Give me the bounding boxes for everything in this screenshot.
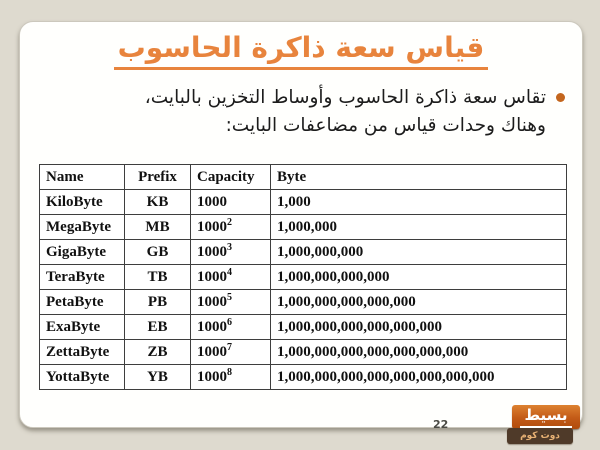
cell-prefix: YB xyxy=(125,365,191,390)
units-table-body xyxy=(40,190,567,390)
cell-name: ExaByte xyxy=(40,315,125,340)
cell-capacity: 1000$^7$ xyxy=(191,340,271,365)
cell-prefix: GB xyxy=(125,240,191,265)
cell-capacity: 1000$^8$ xyxy=(191,365,271,390)
capacity-exponent: 7 xyxy=(227,341,232,353)
logo-main-box xyxy=(512,405,580,429)
capacity-exponent: 5 xyxy=(227,291,232,303)
page-title-text: قياس سعة ذاكرة الحاسوب xyxy=(114,31,489,70)
column-header-name: Name xyxy=(40,165,125,190)
cell-name: GigaByte xyxy=(40,240,125,265)
column-header-byte: Byte xyxy=(271,165,567,190)
capacity-exponent: 8 xyxy=(227,366,232,378)
cell-name: MegaByte xyxy=(40,215,125,240)
cell-byte: 1,000,000 xyxy=(271,215,567,240)
cell-name: TeraByte xyxy=(40,265,125,290)
cell-prefix: TB xyxy=(125,265,191,290)
cell-name: YottaByte xyxy=(40,365,125,390)
table-row xyxy=(40,240,567,265)
table-row xyxy=(40,265,567,290)
bullet-icon xyxy=(556,93,565,102)
cell-byte: 1,000 xyxy=(271,190,567,215)
logo-sub-box xyxy=(507,428,573,444)
table-row xyxy=(40,190,567,215)
table-header-row xyxy=(40,165,567,190)
cell-byte: 1,000,000,000,000 xyxy=(271,265,567,290)
column-header-capacity: Capacity xyxy=(191,165,271,190)
cell-prefix: KB xyxy=(125,190,191,215)
capacity-exponent: 6 xyxy=(227,316,232,328)
byte-units-table xyxy=(39,164,567,390)
cell-name: ZettaByte xyxy=(40,340,125,365)
page-number: 22 xyxy=(433,418,449,431)
table-row xyxy=(40,365,567,390)
capacity-exponent: 3 xyxy=(227,241,232,253)
cell-capacity: 1000$^6$ xyxy=(191,315,271,340)
table-row xyxy=(40,340,567,365)
cell-byte: 1,000,000,000,000,000,000,000,000 xyxy=(271,365,567,390)
cell-prefix: EB xyxy=(125,315,191,340)
cell-prefix: MB xyxy=(125,215,191,240)
cell-prefix: PB xyxy=(125,290,191,315)
bullet-paragraph xyxy=(54,84,546,140)
cell-capacity: 1000$^3$ xyxy=(191,240,271,265)
cell-name: KiloByte xyxy=(40,190,125,215)
cell-byte: 1,000,000,000 xyxy=(271,240,567,265)
bullet-line-1: تقاس سعة ذاكرة الحاسوب وأوساط التخزين بالبايت، xyxy=(144,87,546,108)
table-row xyxy=(40,215,567,240)
cell-name: PetaByte xyxy=(40,290,125,315)
cell-byte: 1,000,000,000,000,000,000 xyxy=(271,315,567,340)
cell-capacity: 1000$^4$ xyxy=(191,265,271,290)
table-row xyxy=(40,315,567,340)
logo-sub-text: دوت كوم xyxy=(520,431,560,441)
cell-capacity: 1000$^5$ xyxy=(191,290,271,315)
capacity-exponent: 4 xyxy=(227,266,232,278)
cell-byte: 1,000,000,000,000,000 xyxy=(271,290,567,315)
cell-capacity: 1000$^2$ xyxy=(191,215,271,240)
capacity-exponent: 2 xyxy=(227,216,232,228)
cell-capacity: 1000 xyxy=(191,190,271,215)
column-header-prefix: Prefix xyxy=(125,165,191,190)
logo-main-text: بسيط xyxy=(520,405,572,428)
cell-byte: 1,000,000,000,000,000,000,000 xyxy=(271,340,567,365)
table-row xyxy=(40,290,567,315)
bullet-line-2: وهناك وحدات قياس من مضاعفات البايت: xyxy=(225,115,546,136)
cell-prefix: ZB xyxy=(125,340,191,365)
page-title xyxy=(20,31,582,70)
slide xyxy=(19,21,583,428)
